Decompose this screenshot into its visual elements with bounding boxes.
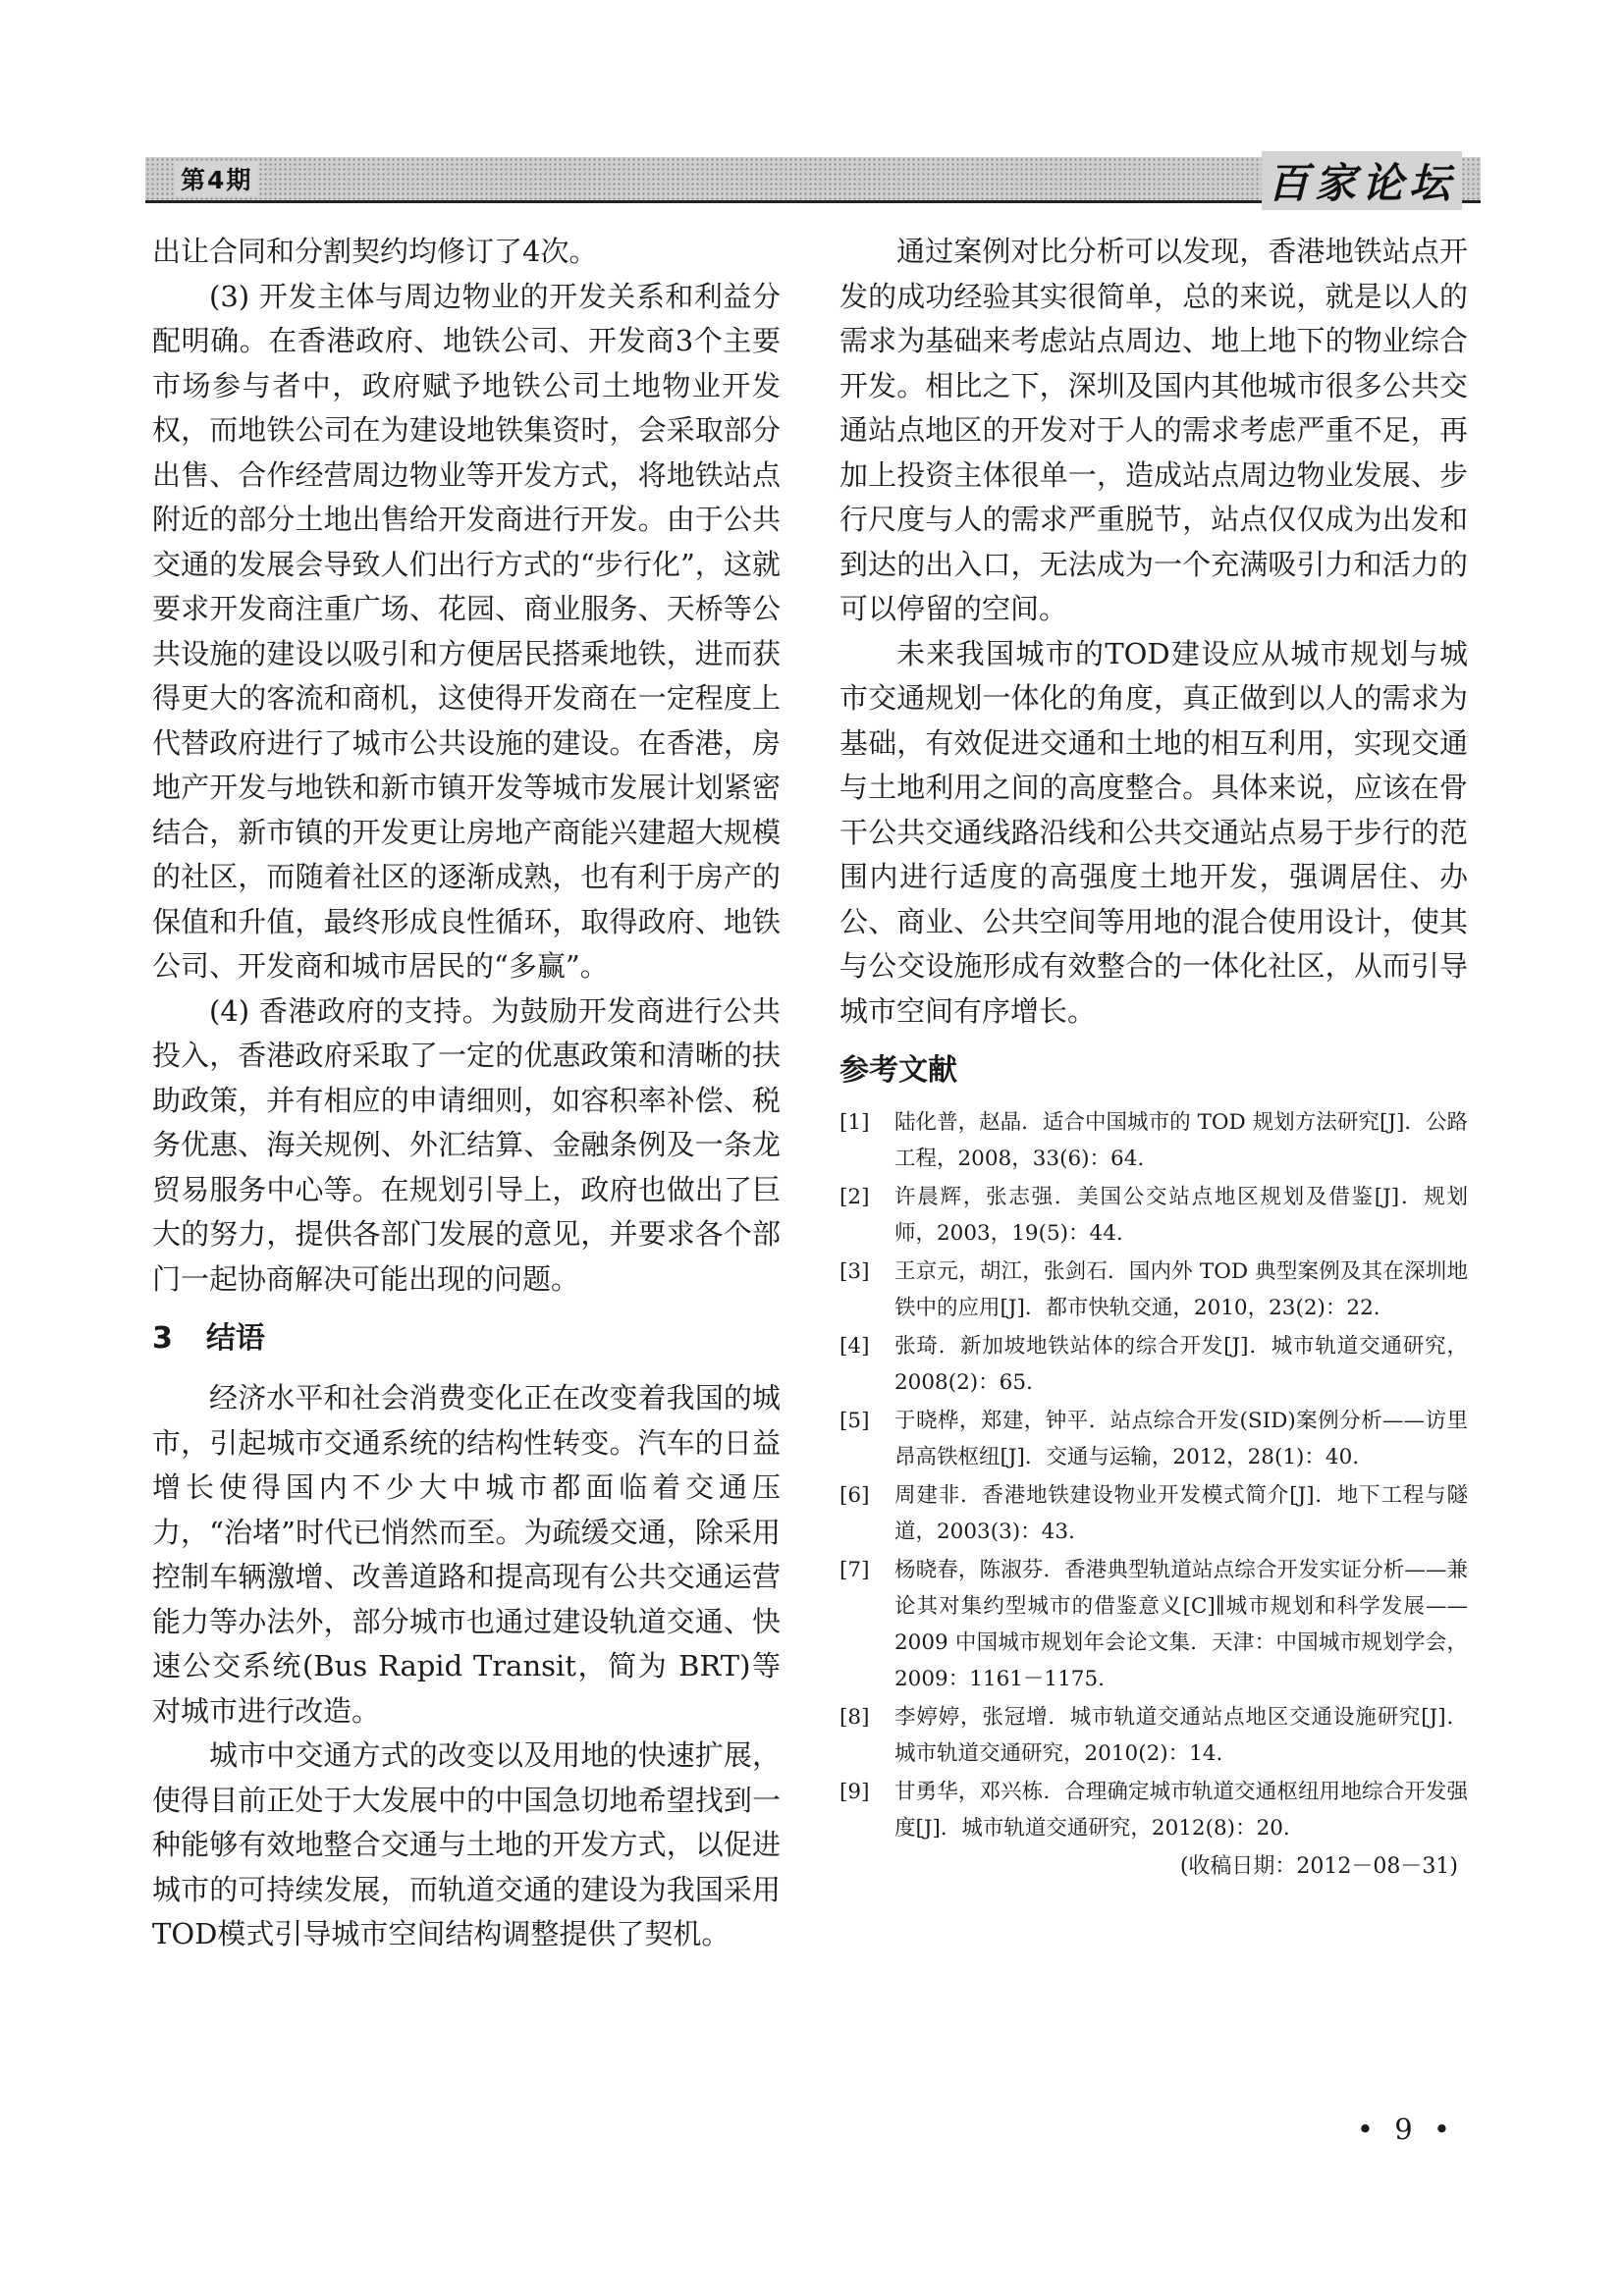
- right-column: [839, 230, 1468, 1886]
- reference-text: 杨晓春，陈淑芬．香港典型轨道站点综合开发实证分析——兼论其对集约型城市的借鉴意义[C]∥城市规划和科学发展——2009 中国城市规划年会论文集．天津：中国城市规划学会，2009：1161－1175.: [894, 1558, 1468, 1691]
- reference-item: [839, 1699, 1468, 1772]
- reference-text: 李婷婷，张冠增．城市轨道交通站点地区交通设施研究[J]．城市轨道交通研究，2010(2)：14.: [894, 1705, 1468, 1766]
- reference-number: [6]: [839, 1483, 870, 1508]
- reference-text: 陆化普，赵晶．适合中国城市的 TOD 规划方法研究[J]．公路工程，2008，33(6)：64.: [894, 1110, 1468, 1171]
- paragraph: 未来我国城市的TOD建设应从城市规划与城市交通规划一体化的角度，真正做到以人的需求为基础，有效促进交通和土地的相互利用，实现交通与土地利用之间的高度整合。具体来说，应该在骨干公共交通线路沿线和公共交通站点易于步行的范围内进行适度的高强度土地开发，强调居住、办公、商业、公共空间等用地的混合使用设计，使其与公交设施形成有效整合的一体化社区，从而引导城市空间有序增长。: [839, 636, 1468, 1028]
- reference-item: [839, 1774, 1468, 1846]
- reference-number: [1]: [839, 1110, 870, 1135]
- paragraph: 出让合同和分割契约均修订了4次。: [152, 235, 598, 268]
- issue-number: 第4期: [175, 161, 258, 196]
- reference-number: [5]: [839, 1409, 870, 1433]
- reference-item: [839, 1477, 1468, 1550]
- journal-section-title: 百家论坛: [1262, 151, 1462, 210]
- reference-number: [7]: [839, 1558, 870, 1582]
- page-number: • 9 •: [1356, 2112, 1456, 2146]
- reference-number: [4]: [839, 1334, 870, 1359]
- reference-item: [839, 1552, 1468, 1697]
- reference-number: [9]: [839, 1780, 870, 1804]
- paragraph: 通过案例对比分析可以发现，香港地铁站点开发的成功经验其实很简单，总的来说，就是以人的需求为基础来考虑站点周边、地上地下的物业综合开发。相比之下，深圳及国内其他城市很多公共交通站点地区的开发对于人的需求考虑严重不足，再加上投资主体很单一，造成站点周边物业发展、步行尺度与人的需求严重脱节，站点仅仅成为出发和到达的出入口，无法成为一个充满吸引力和活力的可以停留的空间。: [839, 235, 1468, 625]
- reference-text: 于晓桦，郑建，钟平．站点综合开发(SID)案例分析——访里昂高铁枢纽[J]．交通与运输，2012，28(1)：40.: [894, 1409, 1468, 1469]
- reference-text: 张琦．新加坡地铁站体的综合开发[J]．城市轨道交通研究，2008(2)：65.: [894, 1334, 1468, 1395]
- reference-text: 周建非．香港地铁建设物业开发模式简介[J]．地下工程与隧道，2003(3)：43.: [894, 1483, 1468, 1544]
- left-column: [152, 230, 781, 1957]
- reference-number: [2]: [839, 1185, 870, 1209]
- reference-number: [8]: [839, 1705, 870, 1730]
- reference-list: [839, 1104, 1468, 1846]
- paragraph: (3) 开发主体与周边物业的开发关系和利益分配明确。在香港政府、地铁公司、开发商3个主要市场参与者中，政府赋予地铁公司土地物业开发权，而地铁公司在为建设地铁集资时，会采取部分出售、合作经营周边物业等开发方式，将地铁站点附近的部分土地出售给开发商进行开发。由于公共交通的发展会导致人们出行方式的“步行化”，这就要求开发商注重广场、花园、商业服务、天桥等公共设施的建设以吸引和方便居民搭乘地铁，进而获得更大的客流和商机，这使得开发商在一定程度上代替政府进行了城市公共设施的建设。在香港，房地产开发与地铁和新市镇开发等城市发展计划紧密结合，新市镇的开发更让房地产商能兴建超大规模的社区，而随着社区的逐渐成熟，也有利于房产的保值和升值，最终形成良性循环，取得政府、地铁公司、开发商和城市居民的“多赢”。: [152, 279, 781, 983]
- references-heading: 参考文献: [839, 1053, 957, 1088]
- paragraph: 城市中交通方式的改变以及用地的快速扩展，使得目前正处于大发展中的中国急切地希望找到一种能够有效地整合交通与土地的开发方式，以促进城市的可持续发展，而轨道交通的建设为我国采用TOD模式引导城市空间结构调整提供了契机。: [152, 1738, 781, 1950]
- reference-text: 甘勇华，邓兴栋．合理确定城市轨道交通枢纽用地综合开发强度[J]．城市轨道交通研究，2012(8)：20.: [894, 1780, 1468, 1841]
- reference-item: [839, 1403, 1468, 1475]
- reference-item: [839, 1104, 1468, 1177]
- reference-item: [839, 1328, 1468, 1401]
- reference-number: [3]: [839, 1259, 870, 1284]
- received-date: (收稿日期：2012－08－31): [1179, 1854, 1458, 1879]
- reference-item: [839, 1179, 1468, 1252]
- reference-text: 许晨辉，张志强．美国公交站点地区规划及借鉴[J]．规划师，2003，19(5)：44.: [894, 1185, 1468, 1246]
- paragraph: (4) 香港政府的支持。为鼓励开发商进行公共投入，香港政府采取了一定的优惠政策和清晰的扶助政策，并有相应的申请细则，如容积率补偿、税务优惠、海关规例、外汇结算、金融条例及一条龙贸易服务中心等。在规划引导上，政府也做出了巨大的努力，提供各部门发展的意见，并要求各个部门一起协商解决可能出现的问题。: [152, 993, 781, 1296]
- section-heading: [152, 1315, 781, 1362]
- reference-text: 王京元，胡江，张剑石．国内外 TOD 典型案例及其在深圳地铁中的应用[J]．都市快轨交通，2010，23(2)：22.: [894, 1259, 1468, 1320]
- section-heading-text: 结语: [205, 1321, 265, 1356]
- paragraph: 经济水平和社会消费变化正在改变着我国的城市，引起城市交通系统的结构性转变。汽车的日益增长使得国内不少大中城市都面临着交通压力，“治堵”时代已悄然而至。为疏缓交通，除采用控制车辆激增、改善道路和提高现有公共交通运营能力等办法外，部分城市也通过建设轨道交通、快速公交系统(Bus Rapid Transit，简为 BRT)等对城市进行改造。: [152, 1381, 781, 1728]
- reference-item: [839, 1254, 1468, 1326]
- section-number: 3: [152, 1321, 173, 1356]
